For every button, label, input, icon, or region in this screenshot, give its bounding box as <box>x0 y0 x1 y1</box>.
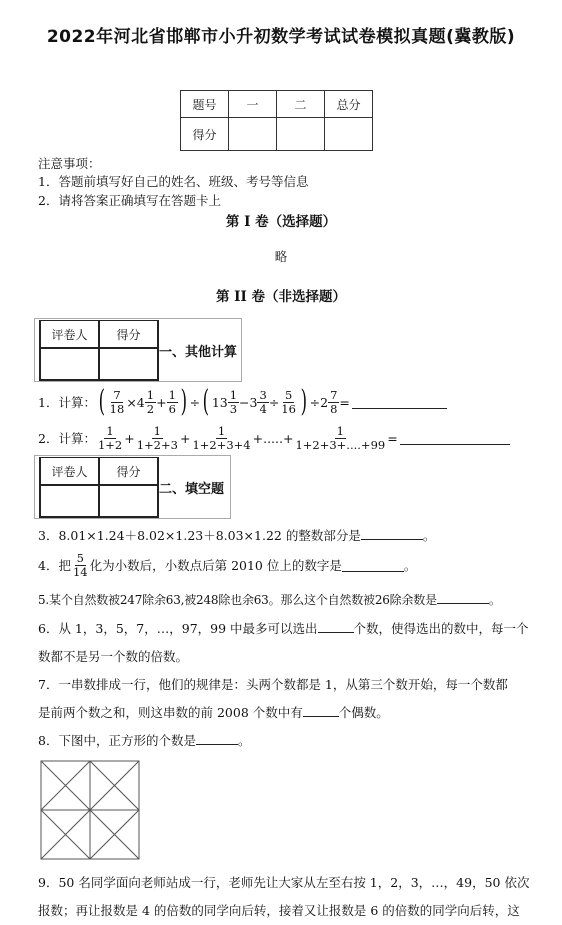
q2-op: +.....+ <box>252 430 294 446</box>
q5-text: 5.某个自然数被247除余63,被248除也余63。那么这个自然数被26除余数是 <box>38 593 437 607</box>
q5-end: 。 <box>488 593 501 607</box>
grader-score-label: 得分 <box>99 458 158 486</box>
q2-op: + <box>179 430 191 446</box>
section1-title: 一、其他计算 <box>159 345 238 360</box>
q2-prefix: 2．计算： <box>38 431 96 446</box>
q7-text: 是前两个数之和，则这串数的前 2008 个数中有 <box>38 705 303 720</box>
q6-text: 6．从 1，3，5，7，…，97，99 中最多可以选出 <box>38 621 318 636</box>
left-paren: ( <box>202 384 210 419</box>
q9-line1: 9．50 名同学面向老师站成一行，老师先让大家从左至右按 1，2，3，…，49，50 依次 <box>38 875 530 890</box>
section2-title: 二、填空题 <box>159 482 225 497</box>
q1-op: ÷2 <box>309 394 329 410</box>
q1-op: + <box>156 394 167 410</box>
score-header-part1: 一 <box>229 91 277 118</box>
question-4 <box>38 550 416 580</box>
answer-blank[interactable] <box>361 527 423 540</box>
note-item: 1．答题前填写好自己的姓名、班级、考号等信息 <box>38 174 309 189</box>
grader-cell <box>40 485 99 517</box>
answer-blank[interactable] <box>352 396 447 409</box>
answer-blank[interactable] <box>400 432 510 445</box>
score-header-part2: 二 <box>277 91 325 118</box>
question-6 <box>38 619 529 637</box>
score-cell <box>229 118 277 151</box>
fraction: $\frac{1}{3}$ <box>229 388 238 416</box>
q1-prefix: 1．计算： <box>38 395 96 410</box>
q4-text: 4．把 <box>38 558 71 573</box>
note-item: 2．请将答案正确填写在答题卡上 <box>38 193 221 208</box>
question-2 <box>38 422 510 454</box>
score-header-item: 题号 <box>181 91 229 118</box>
right-paren: ) <box>180 384 187 419</box>
answer-blank[interactable] <box>196 732 238 745</box>
score-cell <box>325 118 373 151</box>
fraction: $\frac{1}{1+2+3+4}$ <box>192 424 251 452</box>
fraction: $\frac{1}{6}$ <box>168 388 176 416</box>
square-grid-figure <box>40 760 140 860</box>
q1-op: ÷ <box>268 394 280 410</box>
fraction: $\frac{5}{14}$ <box>72 551 88 579</box>
grader-box <box>34 318 242 382</box>
part2-title: 第 II 卷（非选择题） <box>215 289 347 305</box>
answer-blank[interactable] <box>303 704 339 717</box>
grader-reviewer-label: 评卷人 <box>40 458 99 486</box>
q1-op: = <box>339 394 350 410</box>
question-3 <box>38 526 435 544</box>
question-5 <box>38 591 501 608</box>
right-paren: ) <box>300 384 308 419</box>
question-8 <box>38 731 250 749</box>
answer-blank[interactable] <box>318 620 354 633</box>
q1-op: −3 <box>239 394 258 410</box>
answer-blank[interactable] <box>342 559 404 572</box>
question-1 <box>38 384 447 420</box>
part1-content: 略 <box>274 249 288 264</box>
grader-score-label: 得分 <box>99 321 158 349</box>
fraction: $\frac{7}{18}$ <box>109 388 125 416</box>
grader-cell <box>99 485 158 517</box>
fraction: $\frac{5}{16}$ <box>281 388 296 416</box>
q3-end: 。 <box>422 528 436 543</box>
q9-line2: 报数；再让报数是 4 的倍数的同学向后转，接着又让报数是 6 的倍数的同学向后转，这 <box>38 903 520 918</box>
q8-end: 。 <box>237 733 251 748</box>
q1-op: 13 <box>211 394 228 410</box>
q1-op: ×4 <box>126 394 145 410</box>
q1-op: ÷ <box>189 394 201 410</box>
notes-heading: 注意事项： <box>38 156 101 171</box>
grader-reviewer-label: 评卷人 <box>40 321 99 349</box>
score-cell <box>277 118 325 151</box>
left-paren: ( <box>98 384 106 419</box>
q2-op: = <box>387 430 398 446</box>
q7-text: 个偶数。 <box>338 705 389 720</box>
q4-text: 化为小数后，小数点后第 2010 位上的数字是 <box>89 558 342 573</box>
q2-op: + <box>124 430 135 446</box>
q6-text: 个数，使得选出的数中，每一个 <box>353 621 529 636</box>
score-row-label: 得分 <box>181 118 229 151</box>
fraction: $\frac{1}{1+2+3}$ <box>136 424 178 452</box>
question-7 <box>38 703 389 721</box>
grader-box <box>34 455 231 519</box>
grader-cell <box>99 348 158 380</box>
page-title: 2022年河北省邯郸市小升初数学考试试卷模拟真题(冀教版) <box>46 27 516 47</box>
grader-cell <box>40 348 99 380</box>
fraction: $\frac{1}{1+2}$ <box>97 424 123 452</box>
fraction: $\frac{7}{8}$ <box>330 388 338 416</box>
fraction: $\frac{1}{2}$ <box>146 388 155 416</box>
answer-blank[interactable] <box>437 591 489 604</box>
q3-text: 3．8.01×1.24＋8.02×1.23＋8.03×1.22 的整数部分是 <box>38 528 361 543</box>
q8-text: 8．下图中，正方形的个数是 <box>38 733 196 748</box>
score-table <box>180 90 373 151</box>
part1-title: 第 I 卷（选择题） <box>225 214 337 230</box>
fraction: $\frac{3}{4}$ <box>259 388 267 416</box>
score-header-total: 总分 <box>325 91 373 118</box>
q4-end: 。 <box>403 558 417 573</box>
fraction: $\frac{1}{1+2+3+....+99}$ <box>295 424 386 452</box>
q6-line2: 数都不是另一个数的倍数。 <box>38 649 189 664</box>
q7-line1: 7．一串数排成一行，他们的规律是：头两个数都是 1，从第三个数开始，每一个数都 <box>38 677 508 692</box>
